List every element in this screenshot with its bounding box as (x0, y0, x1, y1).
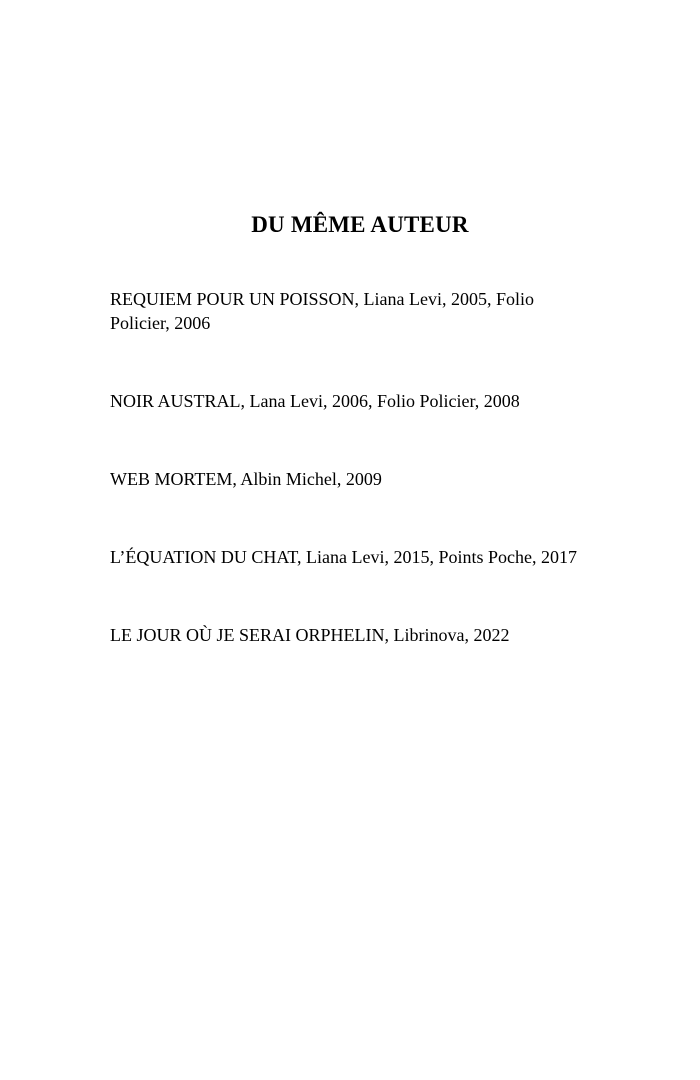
bibliography-entry: REQUIEM POUR UN POISSON, Liana Levi, 2005, Folio Policier, 2006 (110, 289, 535, 333)
bibliography-list (110, 287, 595, 647)
page-title: DU MÊME AUTEUR (251, 212, 469, 237)
bibliography-entry: WEB MORTEM, Albin Michel, 2009 (110, 469, 382, 489)
bibliography-entry: L’ÉQUATION DU CHAT, Liana Levi, 2015, Points Poche, 2017 (110, 547, 577, 567)
bibliography-entry: NOIR AUSTRAL, Lana Levi, 2006, Folio Policier, 2008 (110, 391, 520, 411)
bibliography-entry: LE JOUR OÙ JE SERAI ORPHELIN, Librinova, 2022 (110, 625, 510, 645)
